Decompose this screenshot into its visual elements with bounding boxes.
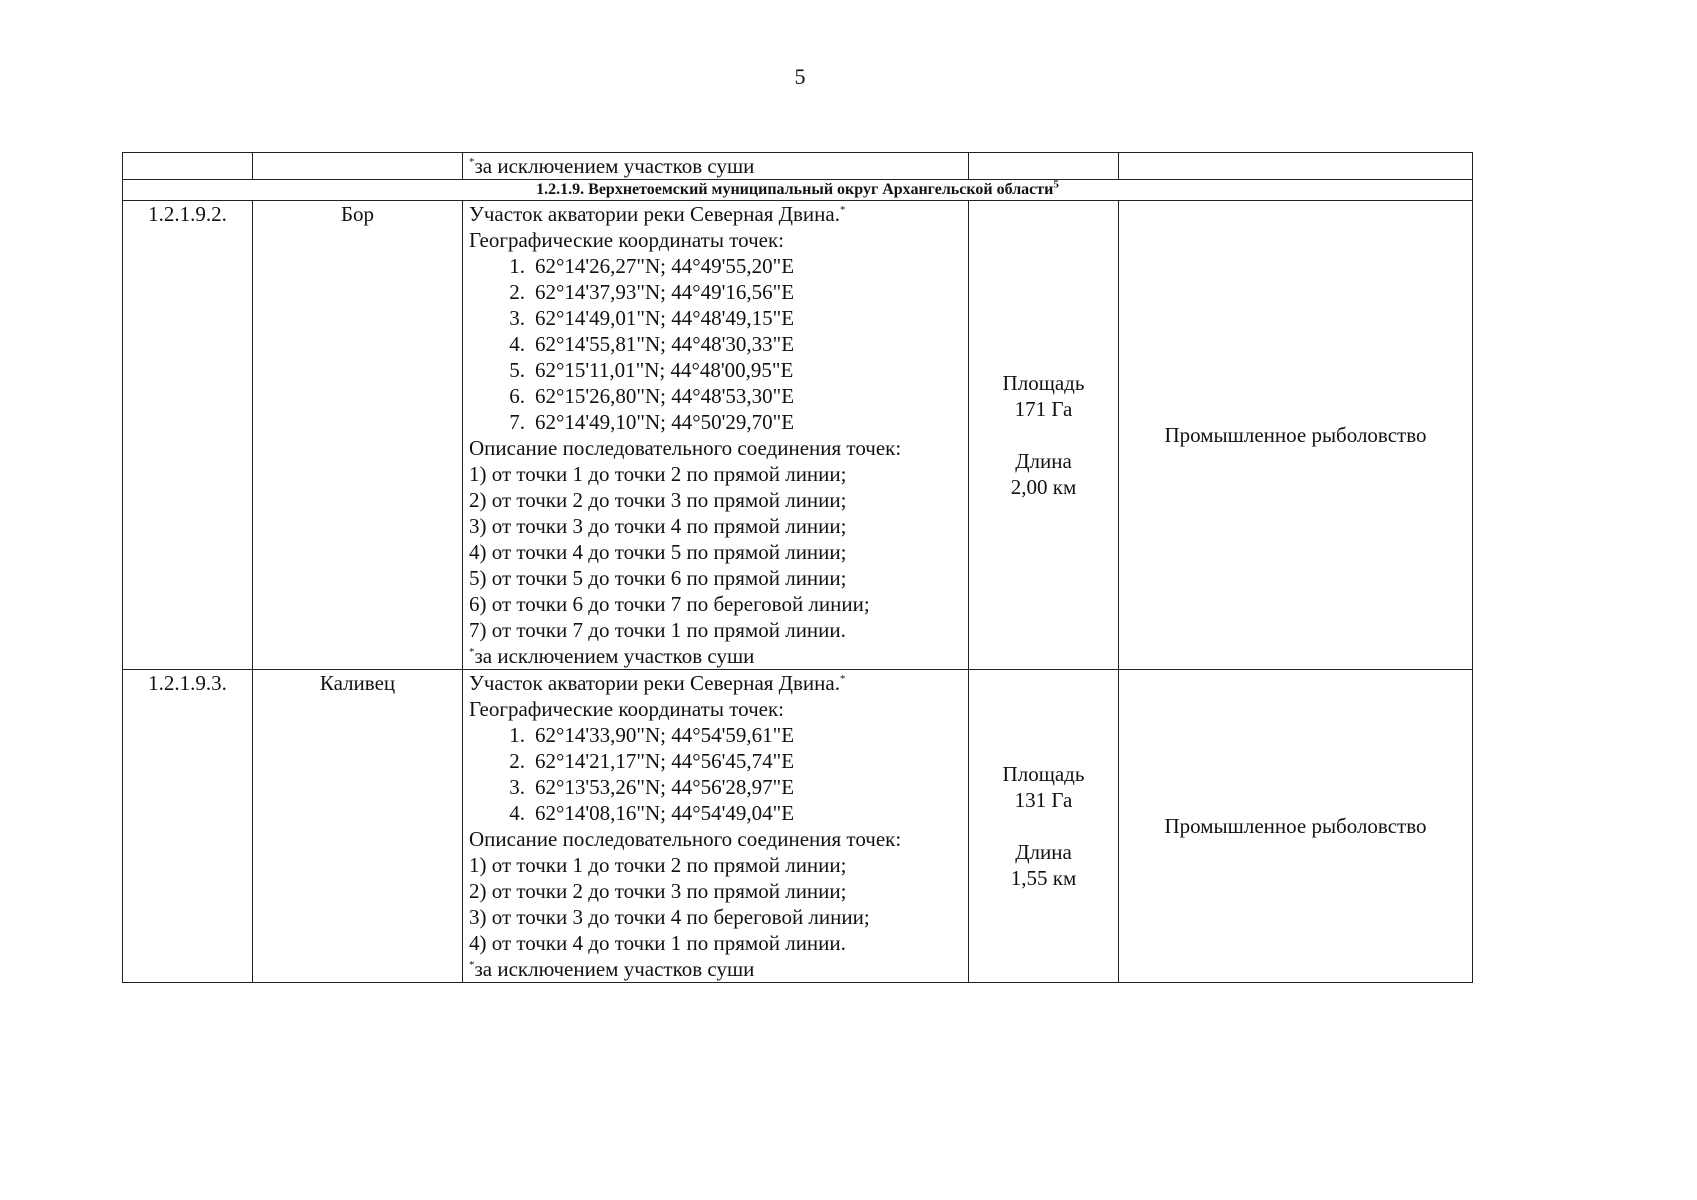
area-label: Площадь (1002, 371, 1085, 395)
area-value: 171 Га (1014, 397, 1073, 421)
exclusion-note: *за исключением участков суши (469, 957, 755, 981)
site-description: Участок акватории реки Северная Двина.* Географические координаты точек: 1. 62°14'33,90"N; 44°54'59,61"E 2. 62°14'21,17"N; 44°56'45,74"E 3. 62°13'53,26"N; 44°56'28,97"E 4. 62°14'08,16"N; 44°54'49,04"E Описание последовательного соединения точек: 1) от точки 1 до точки 2 по прямой линии; 2) от точки 2 до точки 3 по прямой линии; 3) от точки 3 до точки 4 по береговой линии; 4) от точки 4 до точки 1 по прямой линии. *за исключением участков суши (463, 670, 969, 983)
section-header-row (123, 180, 1473, 201)
section-title: 1.2.1.9. Верхнетоемский муниципальный округ Архангельской области$^5$ (123, 180, 1473, 201)
coord-item: 1. 62°14'33,90"N; 44°54'59,61"E (509, 723, 795, 747)
site-description: Участок акватории реки Северная Двина.* Географические координаты точек: 1. 62°14'26,27"N; 44°49'55,20"E 2. 62°14'37,93"N; 44°49'16,56"E 3. 62°14'49,01"N; 44°48'49,15"E 4. 62°14'55,81"N; 44°48'30,33"E 5. 62°15'11,01"N; 44°48'00,95"E 6. 62°15'26,80"N; 44°48'53,30"E 7. 62°14'49,10"N; 44°50'29,70"E Описание последовательного соединения точек: 1) от точки 1 до точки 2 по прямой линии; 2) от точки 2 до точки 3 по прямой линии; 3) от точки 3 до точки 4 по прямой линии; 4) от точки 4 до точки 5 по прямой линии; 5) от точки 5 до точки 6 по прямой линии; 6) от точки 6 до точки 7 по береговой линии; 7) от точки 7 до точки 1 по прямой линии. *за исключением участков суши (463, 201, 969, 670)
table-row (123, 201, 1473, 670)
coord-item: 3. 62°13'53,26"N; 44°56'28,97"E (509, 775, 795, 799)
exclusion-note: *за исключением участков суши (469, 644, 755, 668)
segment-item: 5) от точки 5 до точки 6 по прямой линии; (469, 566, 847, 590)
site-intro: Участок акватории реки Северная Двина. (469, 671, 840, 695)
coord-item: 2. 62°14'37,93"N; 44°49'16,56"E (509, 280, 795, 304)
coord-item: 5. 62°15'11,01"N; 44°48'00,95"E (509, 358, 794, 382)
cell-description (463, 153, 969, 180)
segment-item: 1) от точки 1 до точки 2 по прямой линии; (469, 853, 847, 877)
table-row-continuation (123, 153, 1473, 180)
row-number: 1.2.1.9.3. (123, 670, 253, 983)
connection-header: Описание последовательного соединения точек: (469, 436, 902, 460)
coord-item: 2. 62°14'21,17"N; 44°56'45,74"E (509, 749, 795, 773)
table-row (123, 670, 1473, 983)
coords-header: Географические координаты точек: (469, 697, 784, 721)
coord-item: 3. 62°14'49,01"N; 44°48'49,15"E (509, 306, 795, 330)
coord-item: 6. 62°15'26,80"N; 44°48'53,30"E (509, 384, 795, 408)
exclusion-note: *за исключением участков суши (469, 154, 755, 178)
cell-num (123, 153, 253, 180)
cell-purpose (1119, 153, 1473, 180)
site-purpose: Промышленное рыболовство (1119, 201, 1473, 670)
segment-item: 3) от точки 3 до точки 4 по прямой линии; (469, 514, 847, 538)
segment-item: 2) от точки 2 до точки 3 по прямой линии; (469, 488, 847, 512)
segment-item: 1) от точки 1 до точки 2 по прямой линии; (469, 462, 847, 486)
segment-item: 4) от точки 4 до точки 5 по прямой линии; (469, 540, 847, 564)
coord-item: 4. 62°14'55,81"N; 44°48'30,33"E (509, 332, 795, 356)
segment-item: 6) от точки 6 до точки 7 по береговой линии; (469, 592, 870, 616)
coord-item: 4. 62°14'08,16"N; 44°54'49,04"E (509, 801, 795, 825)
length-label: Длина (1015, 449, 1072, 473)
coords-header: Географические координаты точек: (469, 228, 784, 252)
length-value: 1,55 км (1010, 866, 1077, 890)
site-size (969, 670, 1119, 983)
connection-header: Описание последовательного соединения точек: (469, 827, 902, 851)
site-name: Каливец (253, 670, 463, 983)
water-areas-table (122, 152, 1473, 983)
cell-size (969, 153, 1119, 180)
site-intro: Участок акватории реки Северная Двина. (469, 202, 840, 226)
site-size (969, 201, 1119, 670)
cell-name (253, 153, 463, 180)
row-number: 1.2.1.9.2. (123, 201, 253, 670)
segment-item: 4) от точки 4 до точки 1 по прямой линии. (469, 931, 846, 955)
area-label: Площадь (1002, 762, 1085, 786)
area-value: 131 Га (1014, 788, 1073, 812)
page-number: 5 (794, 64, 806, 89)
length-label: Длина (1015, 840, 1072, 864)
site-name: Бор (253, 201, 463, 670)
coord-item: 7. 62°14'49,10"N; 44°50'29,70"E (509, 410, 795, 434)
segment-item: 2) от точки 2 до точки 3 по прямой линии; (469, 879, 847, 903)
segment-item: 3) от точки 3 до точки 4 по береговой линии; (469, 905, 870, 929)
segment-item: 7) от точки 7 до точки 1 по прямой линии. (469, 618, 846, 642)
length-value: 2,00 км (1010, 475, 1077, 499)
coord-item: 1. 62°14'26,27"N; 44°49'55,20"E (509, 254, 795, 278)
site-purpose: Промышленное рыболовство (1119, 670, 1473, 983)
